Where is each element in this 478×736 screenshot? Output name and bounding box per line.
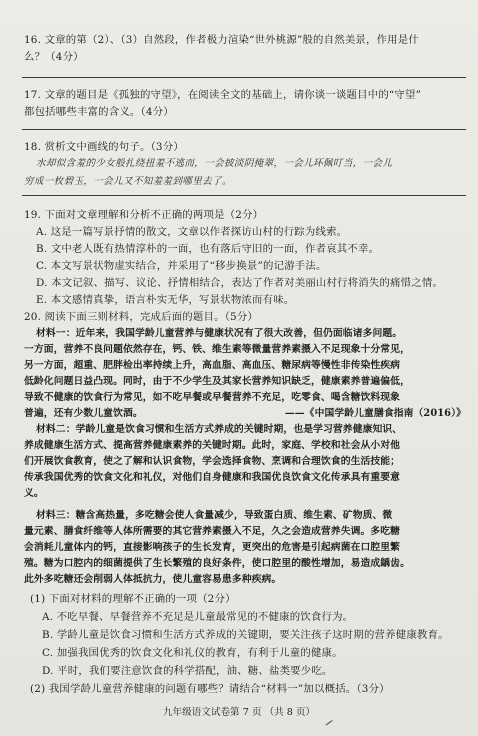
material-1-line: 导致不健康的饮食行为常见，如不吃早餐或早餐营养不充足，吃零食、喝含糖饮料现象 (24, 392, 401, 403)
material-2-line: 义。 (24, 488, 44, 499)
q20-stem: 20. 阅读下面三则材料，完成后面的题目。（5分） (24, 311, 259, 323)
q19-option-c: C. 本文写景状物虚实结合，并采用了“移步换景”的记游手法。 (36, 260, 327, 272)
page-footer: 九年级语文试卷第 7 页 （共 8 页） (162, 707, 316, 718)
material-3-line: 会消耗儿童体内的钙，直接影响孩子的生长发育，更突出的危害是引起病菌在口腔里繁 (24, 542, 401, 553)
material-3-line: 材料三：糖含高热量，多吃糖会使人食量减少，导致蛋白质、维生素、矿物质、微 (36, 510, 393, 521)
material-1-line: 一方面，营养不良问题依然存在，钙、铁、维生素等微量营养素摄入不足现象十分常见， (24, 344, 410, 355)
material-3-line: 殖。糖为口腔内的细菌提供了生长繁殖的良好条件，使口腔里的酸性增加，易造成龋齿。 (24, 558, 410, 569)
pen-stroke-mark (326, 720, 335, 728)
q18-quoted-sentence-2: 穷成一枚碧玉，一会儿又不知羞羞到哪里去了。 (24, 176, 232, 187)
q16-line-2: 么？（4分） (24, 51, 84, 63)
q18-line-1: 18. 赏析文中画线的句子。（3分） (24, 141, 184, 153)
q18-quoted-sentence-1: 水却似含羞的少女般扎绕扭羞不逃而，一会披淡阴掩翠，一会儿环佩叮当，一会儿 (36, 158, 393, 169)
q16-line-1: 16. 文章的第（2）、（3）自然段，作者极力渲染“世外桃源”般的自然美景，作用是什 (24, 34, 419, 46)
material-1-line: 材料一：近年来，我国学龄儿童营养与健康状况有了很大改善，但仍面临诸多问题。 (36, 328, 403, 339)
q20-sub2: (2) 我国学龄儿童营养健康的问题有哪些？请结合“材料一”加以概括。（3分） (30, 683, 390, 695)
material-1-line: 普遍，还有少数儿童饮酒。 (24, 408, 143, 419)
material-2-line: 养成健康生活方式、提高营养健康素养的关键时期。此时，家庭、学校和社会从小对他 (24, 440, 401, 451)
material-2-line: 们开展饮食教育，使之了解和认识食物，学会选择食物、烹调和合理饮食的生活技能； (24, 456, 401, 467)
q20-sub1-option-d: D. 平时，我们要注意饮食的科学搭配，油、糖、盐类要少吃。 (42, 665, 333, 677)
answer-line (22, 129, 466, 130)
material-3-line: 量元素、膳食纤维等人体所需要的其它营养素摄入不足，久之会造成营养失调。多吃糖 (24, 526, 401, 537)
q19-option-b: B. 文中老人既有热情淳朴的一面，也有落后守旧的一面，作者哀其不幸。 (36, 243, 380, 255)
answer-line (22, 195, 466, 196)
q17-line-2: 都包括哪些丰富的含义。（4分） (24, 106, 174, 118)
q19-option-a: A. 这是一篇写景抒情的散文，文章以作者探访山村的行踪为线索。 (36, 226, 348, 238)
material-1-source: ——《中国学龄儿童膳食指南（2016）》 (284, 408, 466, 419)
q20-sub1-option-c: C. 加强我国优秀的饮食文化和礼仪的教育，有利于儿童的健康。 (42, 647, 343, 659)
material-1-line: 另一方面，超重、肥胖检出率持续上升，高血脂、高血压、糖尿病等慢性非传染性疾病 (24, 360, 401, 371)
q20-sub1-option-b: B. 学龄儿童是饮食习惯和生活方式养成的关键期，要关注孩子这时期的营养健康教育。 (42, 629, 449, 641)
material-2-line: 传承我国优秀的饮食文化和礼仪，对他们自身健康和我国优良饮食文化传承具有重要意 (24, 472, 401, 483)
material-3-line: 此外多吃糖还会削弱人体抵抗力，使儿童容易患多种疾病。 (24, 574, 282, 585)
answer-line (22, 77, 466, 78)
material-2-line: 材料二：学龄儿童是饮食习惯和生活方式养成的关键时期，也是学习营养健康知识、 (36, 424, 403, 435)
q17-line-1: 17. 文章的题目是《孤独的守望》，在阅读全文的基础上，请你谈一谈题目中的“守望” (24, 89, 422, 101)
q19-stem: 19. 下面对文章理解和分析不正确的两项是（2分） (24, 209, 264, 221)
material-1-line: 低龄化问题日益凸现。同时，由于不少学生及其家长营养知识缺乏，健康素养普遍偏低， (24, 376, 410, 387)
q19-option-e: E. 本文感情真挚，语言朴实无华，写景状物浓而有味。 (36, 294, 295, 306)
q20-sub1-option-a: A. 不吃早餐、早餐营养不充足是儿童最常见的不健康的饮食行为。 (42, 611, 354, 623)
q20-sub1-stem: (1) 下面对材料的理解不正确的一项（2分） (30, 593, 236, 605)
q19-option-d: D. 本文记叙、描写、议论、抒情相结合，表达了作者对美丽山村行将消失的痛惜之情。 (36, 277, 444, 289)
